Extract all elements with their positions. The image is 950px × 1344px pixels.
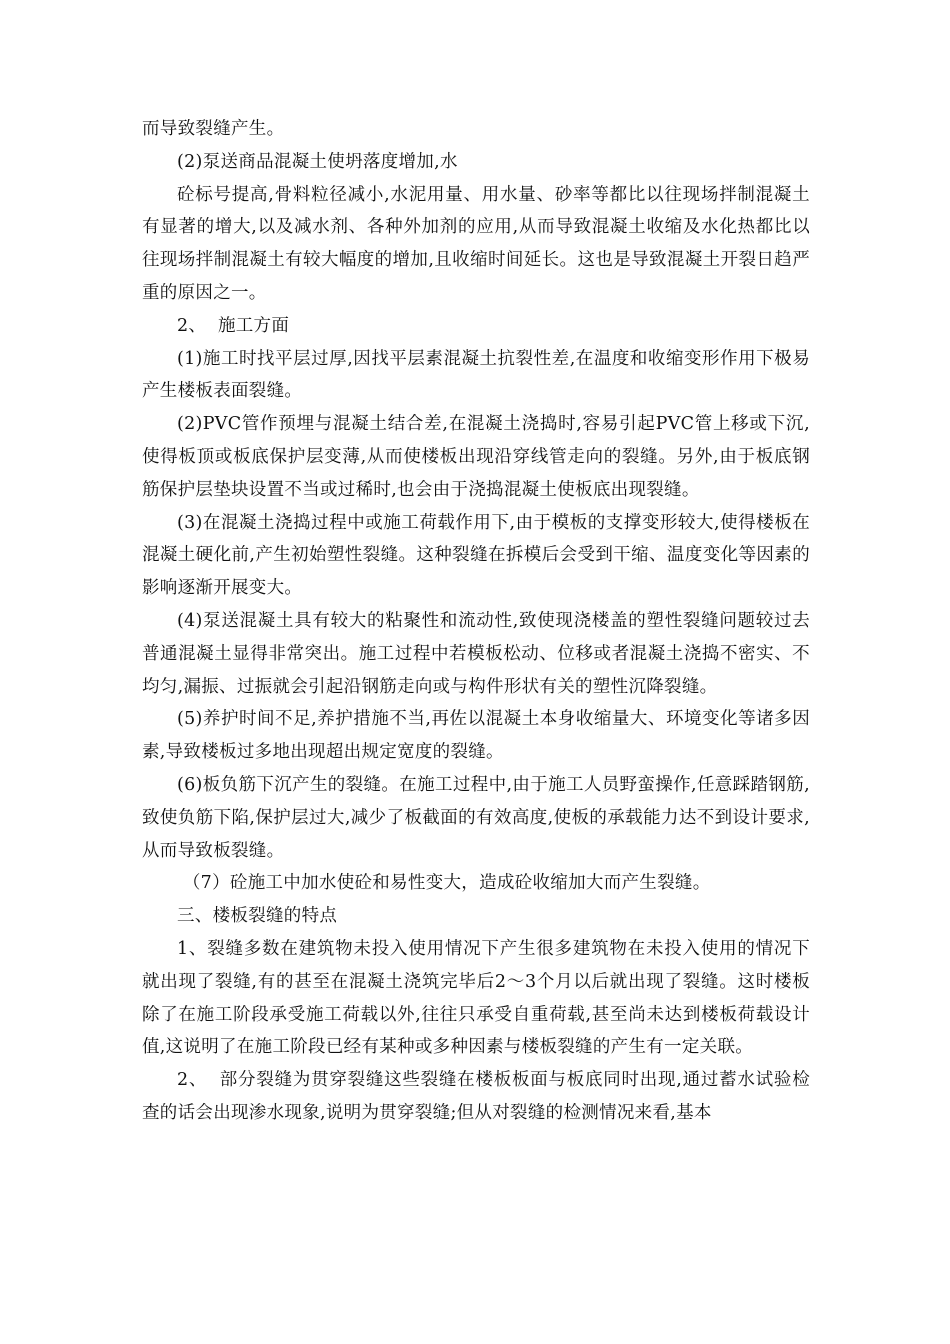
section-heading-characteristics: 三、楼板裂缝的特点 — [177, 906, 338, 927]
section-heading-construction: 2、 施工方面 — [177, 315, 290, 336]
paragraph-6: (2)PVC管作预埋与混凝土结合差,在混凝土浇捣时,容易引起PVC管上移或下沉,使得板顶或板底保护层变薄,从而使楼板出现沿穿线管走向的裂缝。另外,由于板底钢筋保护层垫块设置不当或过稀时,也会由于浇捣混凝土使板底出现裂缝。 — [142, 414, 810, 500]
paragraph-9: (5)养护时间不足,养护措施不当,再佐以混凝土本身收缩量大、环境变化等诸多因素,导致楼板过多地出现超出规定宽度的裂缝。 — [142, 709, 810, 763]
paragraph-3: 砼标号提高,骨料粒径减小,水泥用量、用水量、砂率等都比以往现场拌制混凝土有显著的增大,以及减水剂、各种外加剂的应用,从而导致混凝土收缩及水化热都比以往现场拌制混凝土有较大幅度的增加,且收缩时间延长。这也是导致混凝土开裂日趋严重的原因之一。 — [142, 184, 810, 303]
paragraph-8: (4)泵送混凝土具有较大的粘聚性和流动性,致使现浇楼盖的塑性裂缝问题较过去普通混凝土显得非常突出。施工过程中若模板松动、位移或者混凝土浇捣不密实、不均匀,漏振、过振就会引起沿钢筋走向或与构件形状有关的塑性沉降裂缝。 — [142, 610, 810, 697]
paragraph-2: (2)泵送商品混凝土使坍落度增加,水 — [177, 151, 458, 172]
body-text — [142, 113, 810, 1130]
paragraph-7: (3)在混凝土浇捣过程中或施工荷载作用下,由于模板的支撑变形较大,使得楼板在混凝土硬化前,产生初始塑性裂缝。这种裂缝在拆模后会受到干缩、温度变化等因素的影响逐渐开展变大。 — [142, 512, 810, 599]
paragraph-10: (6)板负筋下沉产生的裂缝。在施工过程中,由于施工人员野蛮操作,任意踩踏钢筋,致使负筋下陷,保护层过大,减少了板截面的有效高度,使板的承载能力达不到设计要求,从而导致板裂缝。 — [142, 774, 810, 861]
paragraph-13: 1、裂缝多数在建筑物未投入使用情况下产生很多建筑物在未投入使用的情况下就出现了裂缝,有的甚至在混凝土浇筑完毕后2～3个月以后就出现了裂缝。这时楼板除了在施工阶段承受施工荷载以外,往往只承受自重荷载,甚至尚未达到楼板荷载设计值,这说明了在施工阶段已经有某种或多种因素与楼板裂缝的产生有一定关联。 — [142, 938, 810, 1058]
paragraph-1: 而导致裂缝产生。 — [142, 119, 285, 139]
paragraph-14: 2、 部分裂缝为贯穿裂缝这些裂缝在楼板板面与板底同时出现,通过蓄水试验检查的话会出现渗水现象,说明为贯穿裂缝;但从对裂缝的检测情况来看,基本 — [142, 1070, 810, 1123]
paragraph-11: （7）砼施工中加水使砼和易性变大，造成砼收缩加大而产生裂缝。 — [177, 873, 711, 894]
paragraph-5: (1)施工时找平层过厚,因找平层素混凝土抗裂性差,在温度和收缩变形作用下极易产生楼板表面裂缝。 — [142, 348, 810, 402]
